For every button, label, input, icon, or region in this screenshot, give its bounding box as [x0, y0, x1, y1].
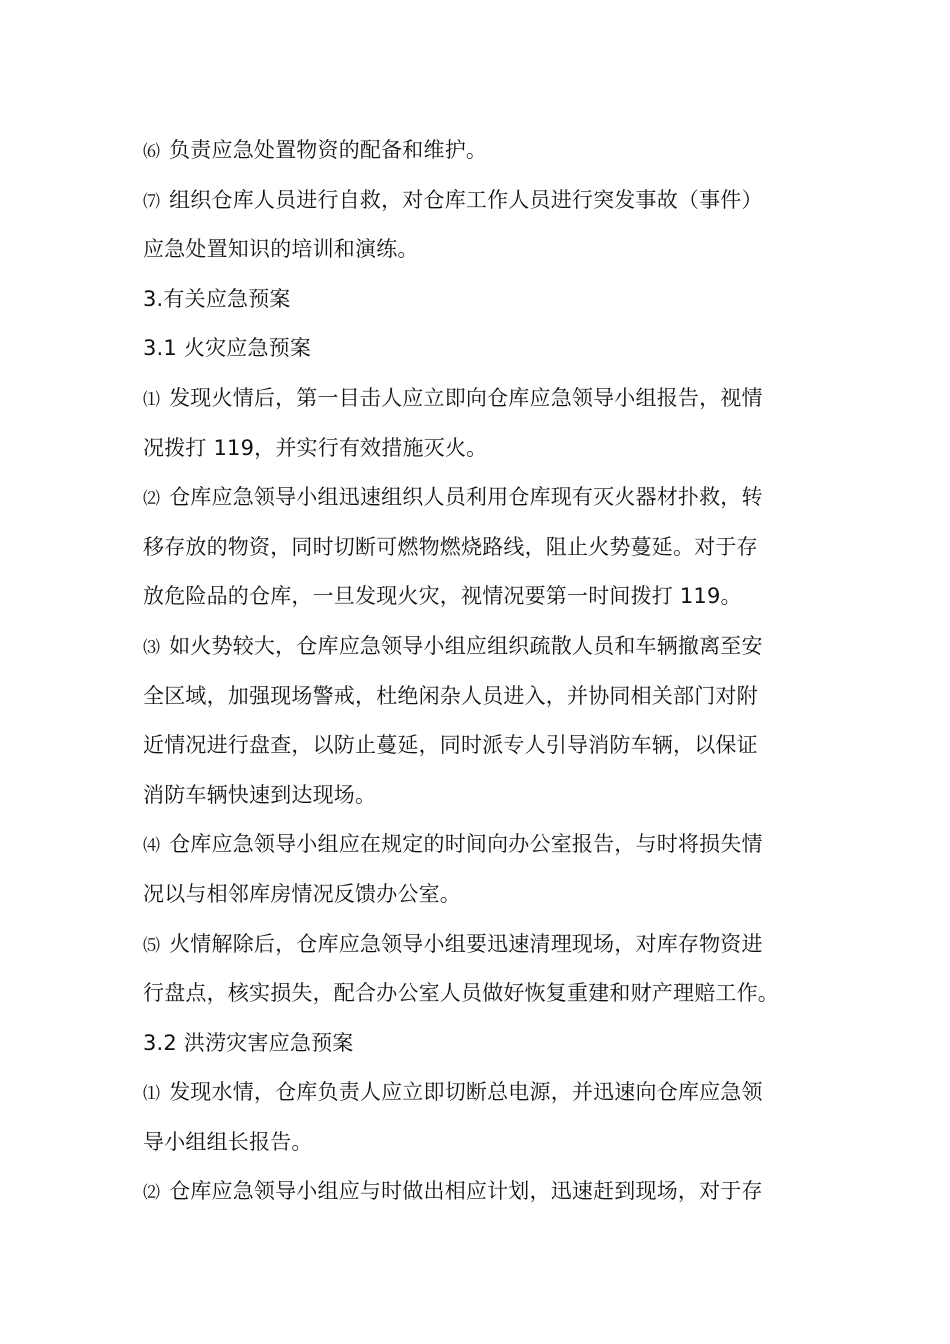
text-line	[143, 1068, 813, 1118]
line-text: 仓库应急领导小组应与时做出相应计划，迅速赶到现场，对于存	[169, 1179, 763, 1204]
text-line	[143, 969, 813, 1019]
line-text: 发现水情，仓库负责人应立即切断总电源，并迅速向仓库应急领	[169, 1080, 763, 1105]
line-text: 况以与相邻库房情况反馈办公室。	[143, 881, 461, 906]
line-text: 全区域，加强现场警戒，杜绝闲杂人员进入，并协同相关部门对附	[143, 683, 758, 708]
text-line	[143, 771, 813, 821]
line-text: 应急处置知识的培训和演练。	[143, 237, 419, 262]
text-line	[143, 622, 813, 672]
line-text: 况拨打 119，并实行有效措施灭火。	[143, 435, 488, 460]
item-marker: ⑹	[143, 142, 161, 162]
subsection-heading	[143, 1019, 813, 1069]
item-marker: ⑵	[143, 489, 161, 510]
text-line	[143, 1167, 813, 1217]
section-heading	[143, 275, 813, 325]
text-line	[143, 473, 813, 523]
item-marker: ⑺	[143, 191, 161, 212]
text-line	[143, 672, 813, 722]
line-text: 近情况进行盘查，以防止蔓延，同时派专人引导消防车辆，以保证	[143, 733, 758, 758]
item-marker: ⑶	[143, 637, 161, 658]
text-line	[143, 374, 813, 424]
line-text: 3.2 洪涝灾害应急预案	[143, 1030, 354, 1055]
text-line	[143, 920, 813, 970]
line-text: 移存放的物资，同时切断可燃物燃烧路线，阻止火势蔓延。对于存	[143, 534, 758, 559]
line-text: 消防车辆快速到达现场。	[143, 782, 377, 807]
line-text: 如火势较大，仓库应急领导小组应组织疏散人员和车辆撤离至安	[169, 633, 763, 658]
text-line	[143, 820, 813, 870]
line-text: 行盘点，核实损失，配合办公室人员做好恢复重建和财产理赔工作。	[143, 981, 779, 1006]
text-line	[143, 870, 813, 920]
text-line	[143, 225, 813, 275]
item-marker: ⑷	[143, 836, 161, 857]
line-text: 仓库应急领导小组应在规定的时间向办公室报告，与时将损失情	[169, 832, 763, 857]
item-marker: ⑴	[143, 1084, 161, 1105]
line-text: 负责应急处置物资的配备和维护。	[169, 138, 488, 162]
line-text: 3.1 火灾应急预案	[143, 336, 312, 361]
text-line	[143, 424, 813, 474]
text-line	[143, 176, 813, 226]
line-text: 发现火情后，第一目击人应立即向仓库应急领导小组报告，视情	[169, 385, 763, 410]
line-text: 3.有关应急预案	[143, 286, 291, 311]
item-marker: ⑴	[143, 389, 161, 410]
line-text: 仓库应急领导小组迅速组织人员利用仓库现有灭火器材扑救，转	[169, 485, 763, 510]
text-line	[143, 523, 813, 573]
text-line	[143, 721, 813, 771]
document-body	[143, 126, 813, 1217]
text-line	[143, 572, 813, 622]
item-marker: ⑸	[143, 935, 161, 956]
subsection-heading	[143, 324, 813, 374]
line-text: 导小组组长报告。	[143, 1129, 313, 1154]
text-line	[143, 126, 813, 176]
text-line	[143, 1118, 813, 1168]
line-text: 组织仓库人员进行自救，对仓库工作人员进行突发事故（事件）	[169, 187, 763, 212]
line-text: 火情解除后，仓库应急领导小组要迅速清理现场，对库存物资进	[169, 931, 763, 956]
line-text: 放危险品的仓库，一旦发现火灾，视情况要第一时间拨打 119。	[143, 584, 742, 609]
item-marker: ⑵	[143, 1183, 161, 1204]
